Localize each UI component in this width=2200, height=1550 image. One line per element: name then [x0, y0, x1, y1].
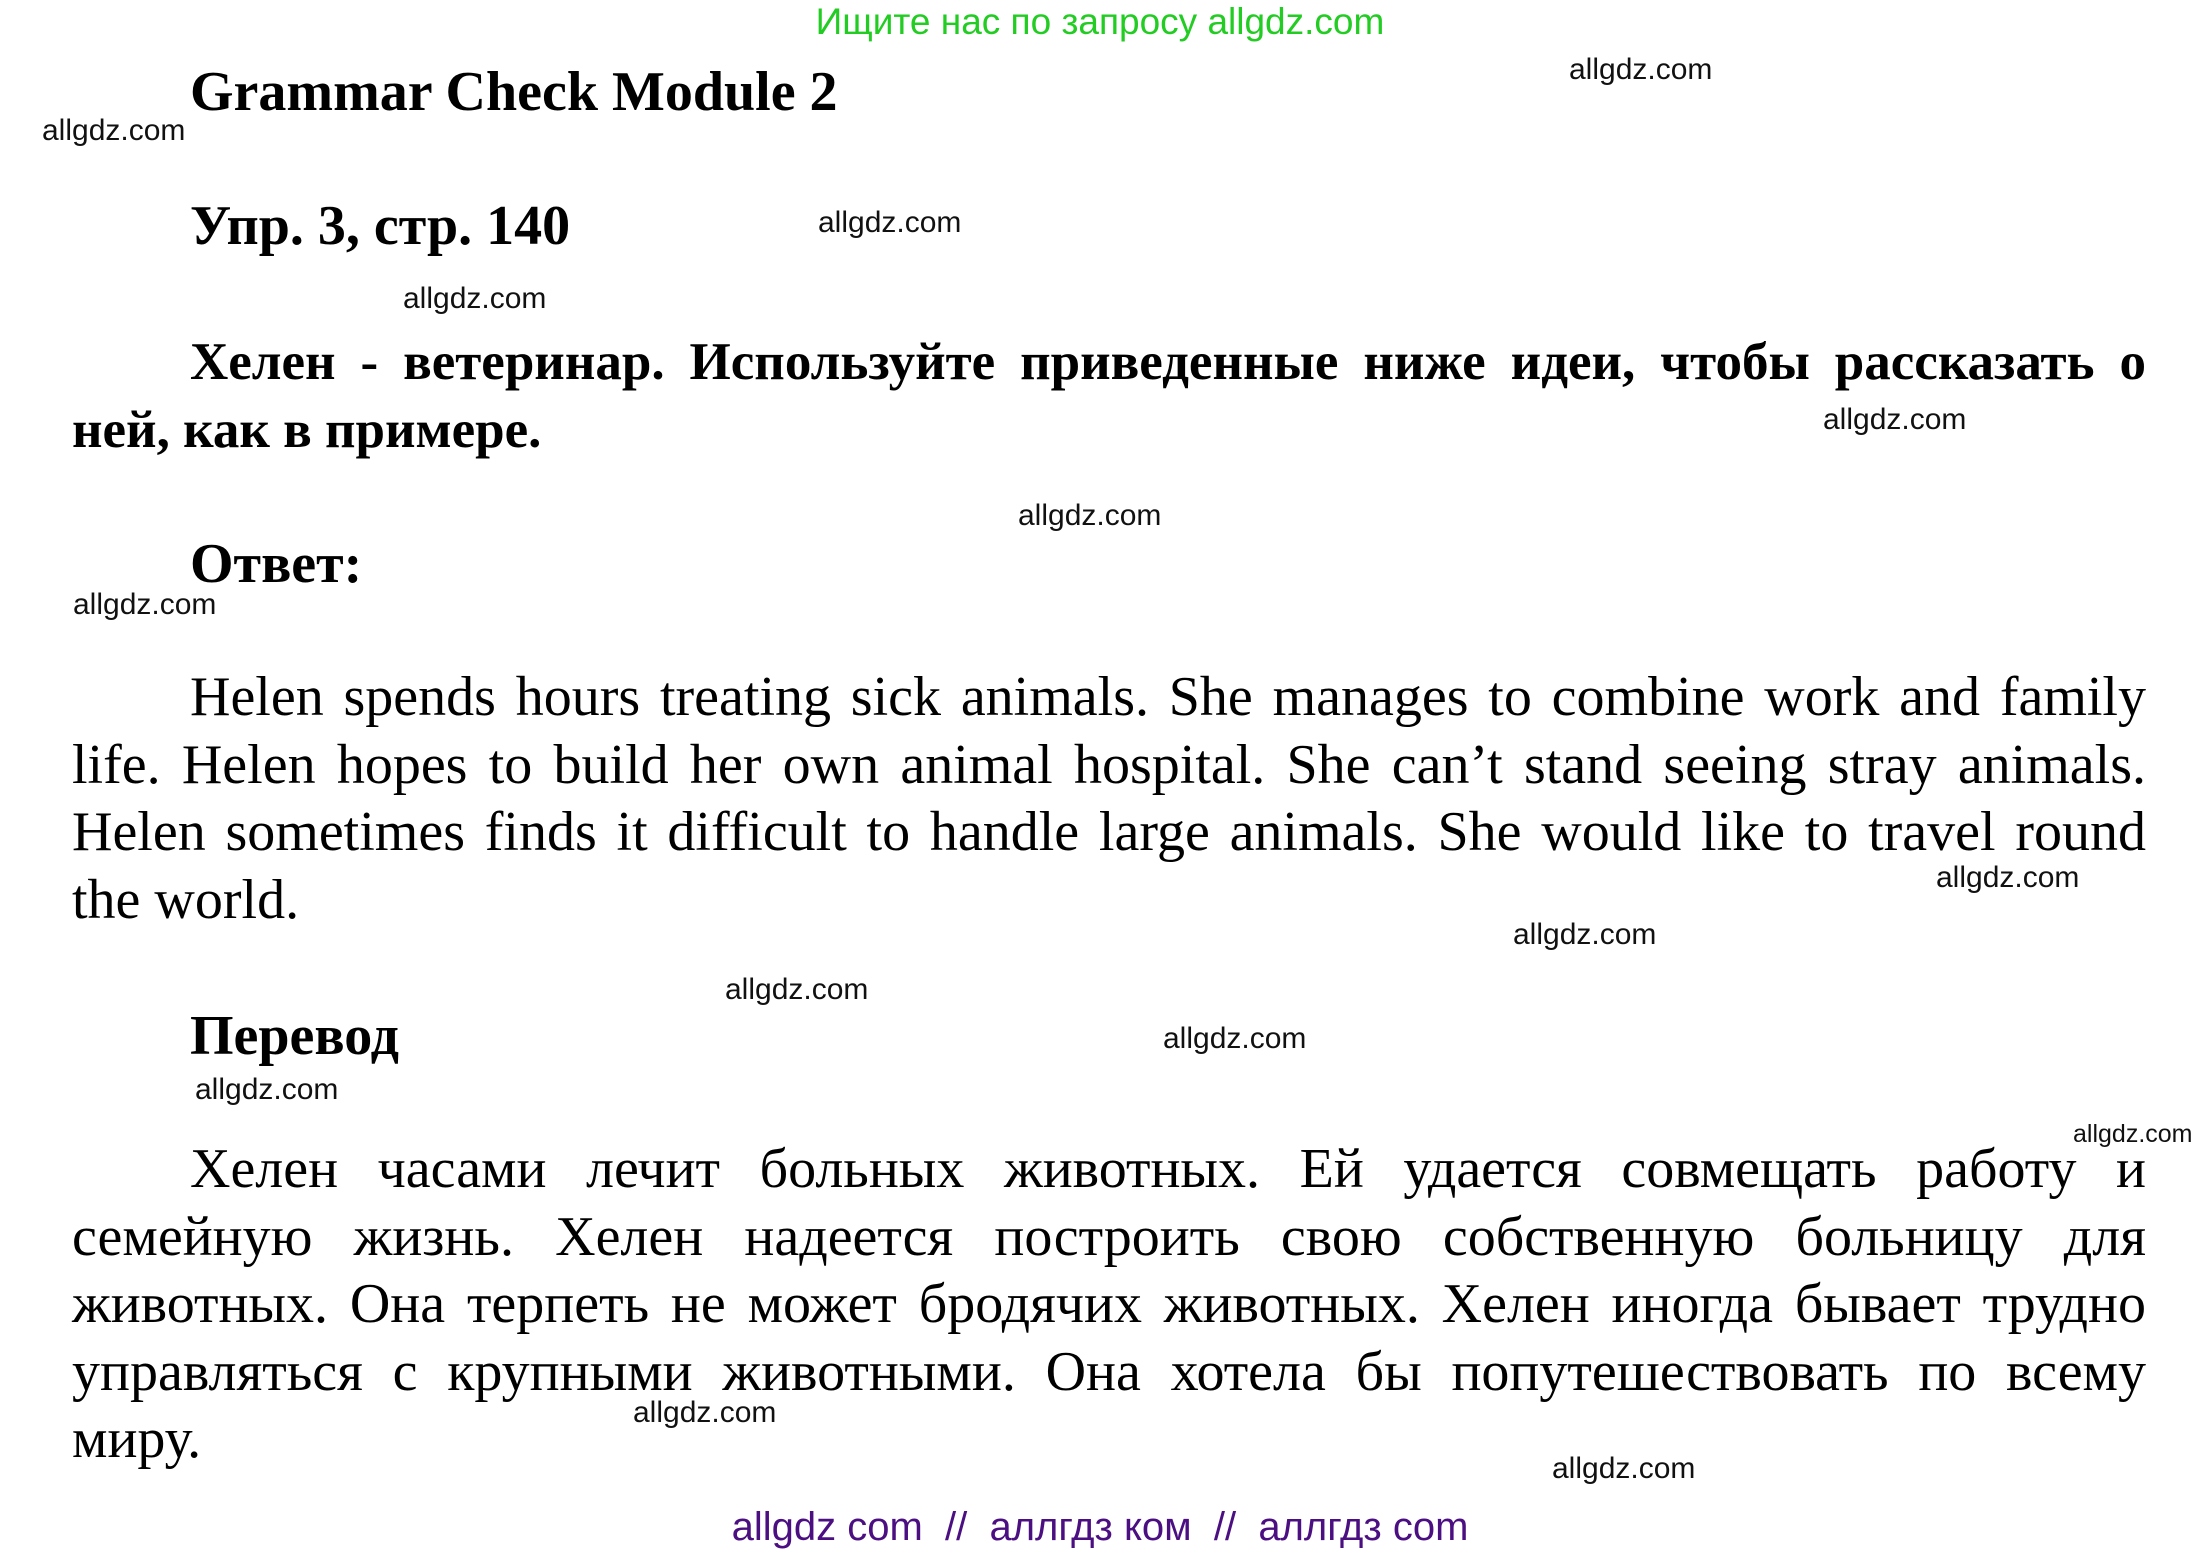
watermark: allgdz.com — [1513, 918, 1657, 951]
task-text: Хелен - ветеринар. Используйте приведенные ниже идеи, чтобы рассказать о ней, как в примере. — [72, 333, 2146, 459]
watermark: allgdz.com — [725, 973, 869, 1006]
watermark: allgdz.com — [2073, 1120, 2193, 1148]
answer-heading: Ответ: — [190, 533, 363, 595]
watermark: allgdz.com — [403, 282, 547, 315]
watermark: allgdz.com — [1552, 1452, 1696, 1485]
watermark: allgdz.com — [1936, 861, 2080, 894]
watermark: allgdz.com — [633, 1396, 777, 1429]
footer-links: allgdz com // аллгдз ком // аллгдз com — [731, 1505, 1469, 1549]
watermark: allgdz.com — [1569, 53, 1713, 86]
watermark: allgdz.com — [195, 1073, 339, 1106]
search-banner: Ищите нас по запросу allgdz.com — [815, 1, 1385, 42]
answer-text: Helen spends hours treating sick animals. She manages to combine work and family life. Helen hopes to build her own animal hospital. She can’t stand seeing stray animals. Helen sometimes finds it difficult to handle large animals. She would like to travel round the world. — [72, 666, 2146, 931]
translation-text: Хелен часами лечит больных животных. Ей удается совмещать работу и семейную жизнь. Хелен надеется построить свою собственную больницу для животных. Она терпеть не может бродячих животных. Хелен иногда бывает трудно управляться с крупными животными. Она хотела бы попутешествовать по всему миру. — [72, 1138, 2146, 1470]
exercise-heading: Упр. 3, стр. 140 — [190, 195, 571, 257]
watermark: allgdz.com — [42, 114, 186, 147]
page-title: Grammar Check Module 2 — [190, 61, 838, 123]
watermark: allgdz.com — [1163, 1022, 1307, 1055]
watermark: allgdz.com — [1018, 499, 1162, 532]
watermark: allgdz.com — [73, 588, 217, 621]
watermark: allgdz.com — [818, 206, 962, 239]
watermark: allgdz.com — [1823, 403, 1967, 436]
translation-heading: Перевод — [190, 1005, 399, 1067]
